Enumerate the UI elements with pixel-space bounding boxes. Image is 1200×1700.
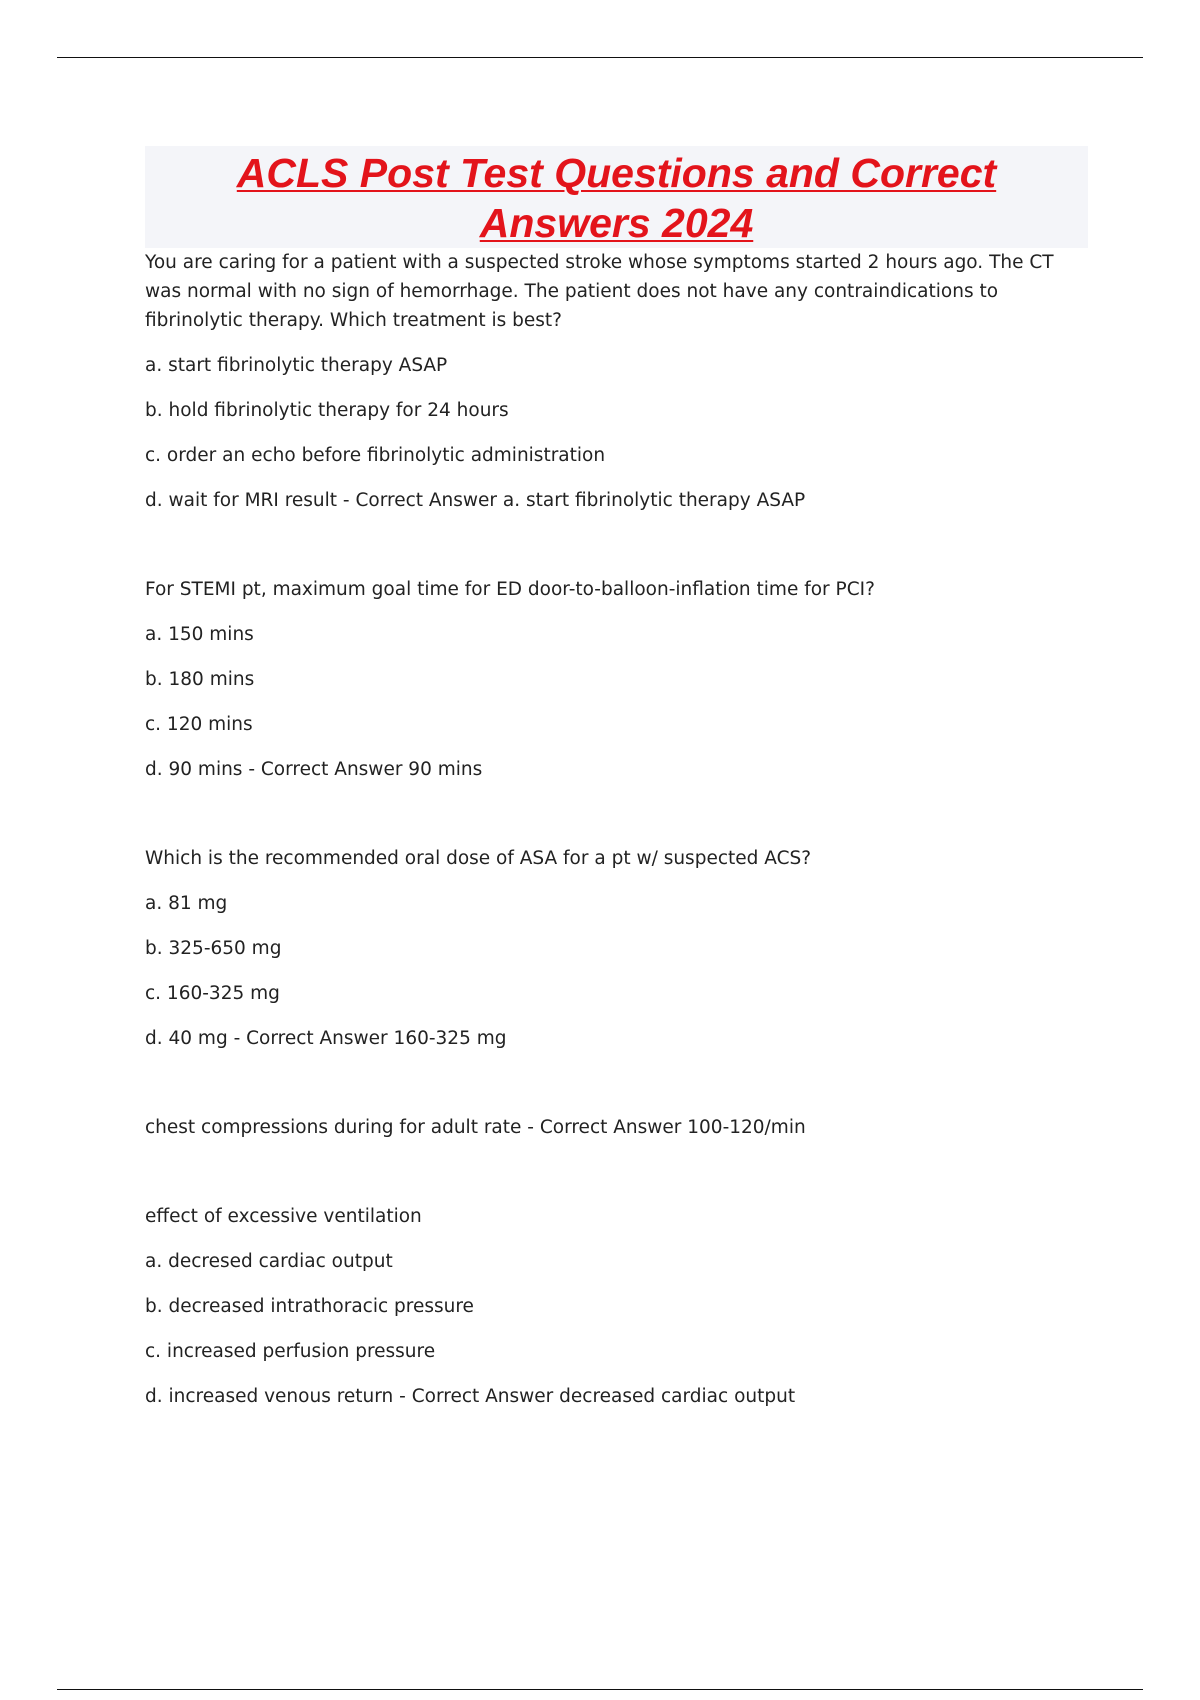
answer-option: d. increased venous return - Correct Answer decreased cardiac output bbox=[145, 1386, 796, 1407]
document-title bbox=[145, 146, 1088, 248]
question-4 bbox=[145, 1113, 1095, 1142]
question-stem: For STEMI pt, maximum goal time for ED door-to-balloon-inflation time for PCI? bbox=[145, 579, 875, 600]
question-5 bbox=[145, 1202, 1095, 1411]
title-line-1: ACLS Post Test Questions and Correct bbox=[236, 150, 997, 196]
title-line-2: Answers 2024 bbox=[479, 200, 754, 246]
footer-rule bbox=[57, 1689, 1143, 1690]
answer-option: a. start fibrinolytic therapy ASAP bbox=[145, 355, 448, 376]
answer-option: c. 120 mins bbox=[145, 714, 253, 735]
answer-option: c. increased perfusion pressure bbox=[145, 1341, 436, 1362]
answer-option: a. 150 mins bbox=[145, 624, 254, 645]
answer-option: d. wait for MRI result - Correct Answer a. start fibrinolytic therapy ASAP bbox=[145, 490, 806, 511]
answer-option: a. 81 mg bbox=[145, 893, 228, 914]
answer-option: c. order an echo before fibrinolytic administration bbox=[145, 445, 606, 466]
document-body bbox=[145, 248, 1095, 1411]
question-stem: effect of excessive ventilation bbox=[145, 1206, 422, 1227]
question-stem: Which is the recommended oral dose of ASA for a pt w/ suspected ACS? bbox=[145, 848, 812, 869]
question-stem: You are caring for a patient with a suspected stroke whose symptoms started 2 hours ago. The CT was normal with no sign of hemorrhage. The patient does not have any contraindications to fibrinolytic therapy. Which treatment is best? bbox=[145, 252, 1054, 331]
header-rule bbox=[57, 57, 1143, 58]
question-stem: chest compressions during for adult rate - Correct Answer 100-120/min bbox=[145, 1117, 806, 1138]
question-2 bbox=[145, 575, 1095, 784]
answer-option: d. 90 mins - Correct Answer 90 mins bbox=[145, 759, 483, 780]
answer-option: b. 180 mins bbox=[145, 669, 255, 690]
answer-option: b. decreased intrathoracic pressure bbox=[145, 1296, 474, 1317]
answer-option: d. 40 mg - Correct Answer 160-325 mg bbox=[145, 1028, 507, 1049]
answer-option: b. 325-650 mg bbox=[145, 938, 282, 959]
question-3 bbox=[145, 844, 1095, 1053]
answer-option: c. 160-325 mg bbox=[145, 983, 280, 1004]
answer-option: a. decresed cardiac output bbox=[145, 1251, 393, 1272]
question-1 bbox=[145, 248, 1095, 515]
answer-option: b. hold fibrinolytic therapy for 24 hours bbox=[145, 400, 509, 421]
